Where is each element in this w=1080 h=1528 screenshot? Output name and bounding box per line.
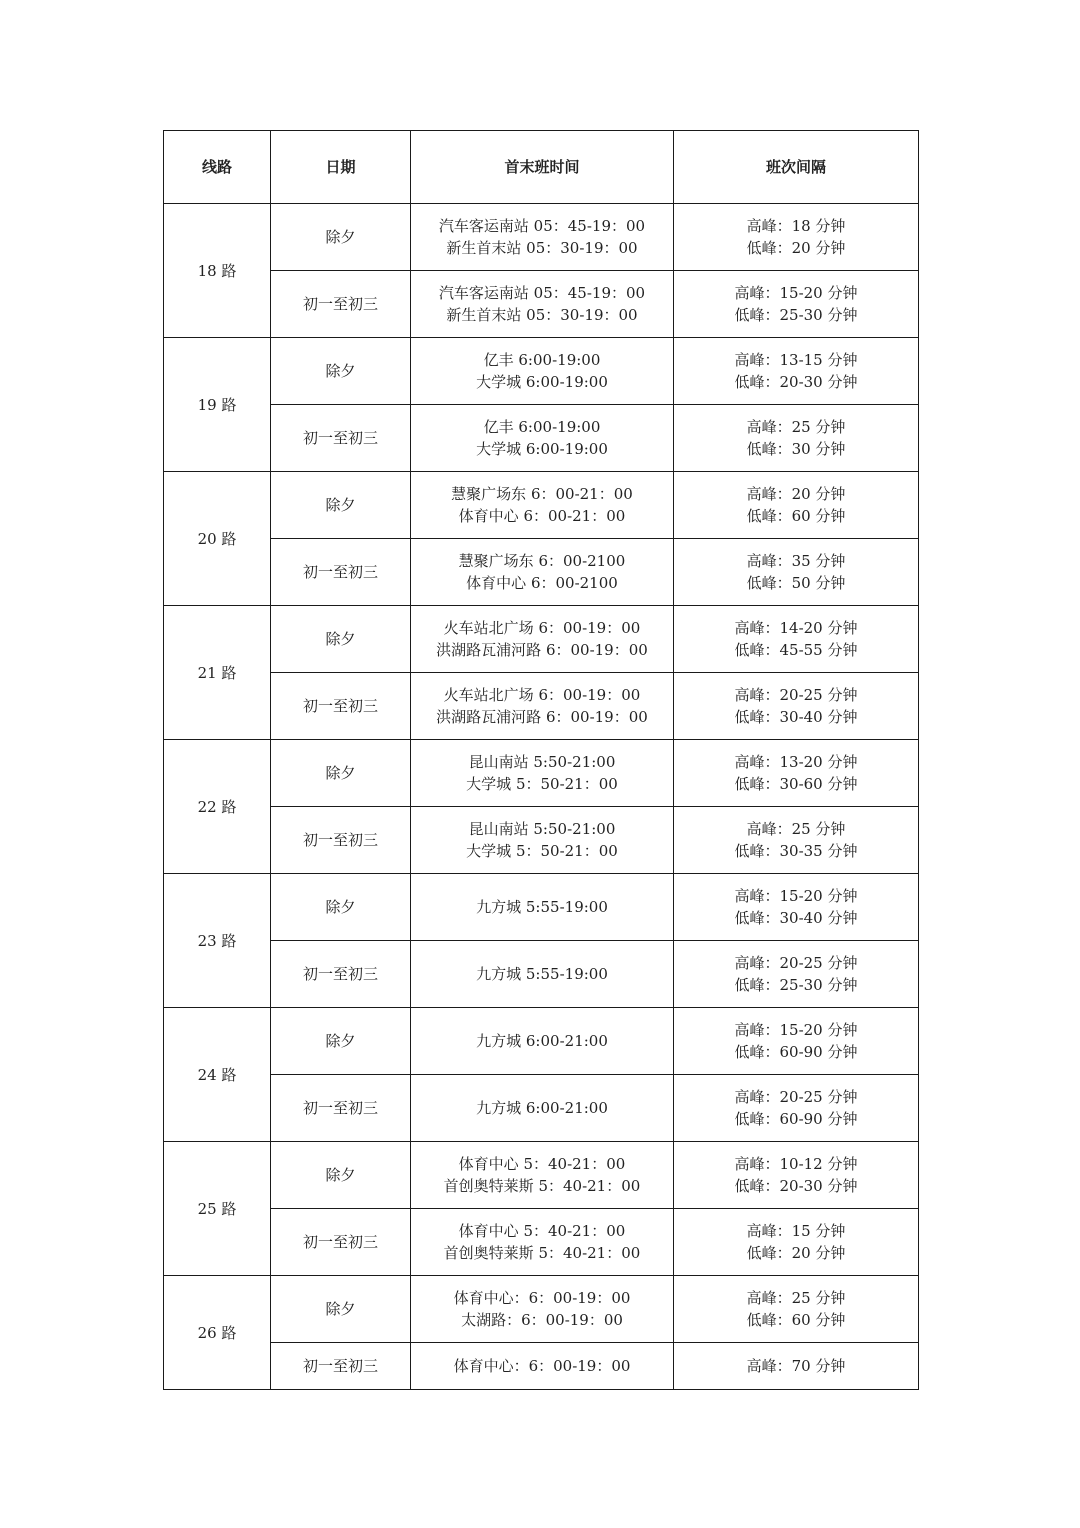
interval-line: 低峰：30 分钟: [746, 440, 846, 458]
time-line: 新生首末站 05：30-19：00: [446, 306, 638, 324]
interval-cell: [674, 1075, 919, 1142]
time-line: 大学城 6:00-19:00: [476, 373, 608, 391]
time-line: 慧聚广场东 6：00-21：00: [451, 485, 633, 503]
interval-line: 低峰：20-30 分钟: [734, 373, 858, 391]
interval-line: 低峰：20 分钟: [746, 239, 846, 257]
table-row: [164, 271, 919, 338]
time-line: 体育中心 6：00-21：00: [458, 507, 626, 525]
first-last-time-cell: [411, 941, 674, 1008]
first-last-time-cell: [411, 874, 674, 941]
table-row: [164, 204, 919, 271]
date-cell: 除夕: [271, 606, 411, 673]
interval-line: 低峰：60 分钟: [746, 507, 846, 525]
interval-line: 高峰：20-25 分钟: [734, 954, 858, 972]
table-row: [164, 874, 919, 941]
first-last-time-cell: [411, 606, 674, 673]
bus-schedule-table: [163, 130, 919, 1390]
interval-cell: [674, 606, 919, 673]
interval-line: 高峰：15-20 分钟: [734, 1021, 858, 1039]
first-last-time-cell: [411, 1008, 674, 1075]
time-line: 体育中心：6：00-19：00: [453, 1289, 631, 1307]
interval-line: 低峰：20-30 分钟: [734, 1177, 858, 1195]
table-row: [164, 606, 919, 673]
time-line: 首创奥特莱斯 5：40-21：00: [443, 1244, 641, 1262]
interval-cell: [674, 673, 919, 740]
interval-line: 低峰：60-90 分钟: [734, 1043, 858, 1061]
time-line: 汽车客运南站 05：45-19：00: [438, 217, 646, 235]
first-last-time-cell: [411, 204, 674, 271]
time-line: 九方城 5:55-19:00: [476, 965, 608, 983]
date-cell: 除夕: [271, 204, 411, 271]
date-cell: 除夕: [271, 1008, 411, 1075]
first-last-time-cell: [411, 1209, 674, 1276]
interval-line: 低峰：60 分钟: [746, 1311, 846, 1329]
date-cell: 除夕: [271, 338, 411, 405]
interval-cell: [674, 271, 919, 338]
first-last-time-cell: [411, 1276, 674, 1343]
time-line: 大学城 6:00-19:00: [476, 440, 608, 458]
interval-line: 高峰：35 分钟: [746, 552, 846, 570]
time-line: 体育中心：6：00-19：00: [453, 1357, 631, 1375]
time-line: 昆山南站 5:50-21:00: [468, 820, 616, 838]
interval-line: 高峰：15 分钟: [746, 1222, 846, 1240]
first-last-time-cell: [411, 271, 674, 338]
date-cell: 除夕: [271, 874, 411, 941]
interval-line: 低峰：30-60 分钟: [734, 775, 858, 793]
first-last-time-cell: [411, 405, 674, 472]
interval-line: 低峰：30-40 分钟: [734, 708, 858, 726]
date-cell: 初一至初三: [271, 1209, 411, 1276]
table-row: [164, 1343, 919, 1390]
route-name-cell: 21 路: [164, 606, 271, 740]
table-row: [164, 405, 919, 472]
table-header: [164, 131, 919, 204]
time-line: 太湖路：6：00-19：00: [461, 1311, 623, 1329]
first-last-time-cell: [411, 1142, 674, 1209]
interval-cell: [674, 740, 919, 807]
interval-line: 高峰：20-25 分钟: [734, 1088, 858, 1106]
interval-line: 高峰：15-20 分钟: [734, 887, 858, 905]
time-line: 体育中心 5：40-21：00: [458, 1155, 626, 1173]
time-line: 亿丰 6:00-19:00: [483, 418, 601, 436]
route-name-cell: 18 路: [164, 204, 271, 338]
interval-cell: [674, 539, 919, 606]
table-row: [164, 740, 919, 807]
route-name-cell: 24 路: [164, 1008, 271, 1142]
route-name-cell: 19 路: [164, 338, 271, 472]
first-last-time-cell: [411, 338, 674, 405]
table-row: [164, 1276, 919, 1343]
interval-line: 高峰：14-20 分钟: [734, 619, 858, 637]
interval-cell: [674, 1209, 919, 1276]
interval-line: 高峰：18 分钟: [746, 217, 846, 235]
table-row: [164, 1075, 919, 1142]
table-body: [164, 204, 919, 1390]
route-name-cell: 25 路: [164, 1142, 271, 1276]
interval-cell: [674, 1343, 919, 1390]
time-line: 慧聚广场东 6：00-2100: [458, 552, 626, 570]
date-cell: 初一至初三: [271, 673, 411, 740]
interval-line: 高峰：10-12 分钟: [734, 1155, 858, 1173]
interval-line: 高峰：15-20 分钟: [734, 284, 858, 302]
first-last-time-cell: [411, 539, 674, 606]
route-name-cell: 22 路: [164, 740, 271, 874]
time-line: 火车站北广场 6：00-19：00: [443, 686, 641, 704]
interval-cell: [674, 405, 919, 472]
interval-line: 高峰：13-15 分钟: [734, 351, 858, 369]
table-row: [164, 338, 919, 405]
time-line: 体育中心 6：00-2100: [466, 574, 618, 592]
interval-line: 低峰：45-55 分钟: [734, 641, 858, 659]
table-row: [164, 1008, 919, 1075]
route-name-cell: 20 路: [164, 472, 271, 606]
interval-line: 低峰：25-30 分钟: [734, 306, 858, 324]
route-name-cell: 23 路: [164, 874, 271, 1008]
interval-cell: [674, 941, 919, 1008]
date-cell: 初一至初三: [271, 941, 411, 1008]
interval-line: 高峰：20-25 分钟: [734, 686, 858, 704]
first-last-time-cell: [411, 1075, 674, 1142]
header-interval: 班次间隔: [674, 131, 919, 204]
time-line: 大学城 5：50-21：00: [466, 842, 618, 860]
header-first-last-time: 首末班时间: [411, 131, 674, 204]
table-row: [164, 673, 919, 740]
time-line: 九方城 6:00-21:00: [476, 1032, 608, 1050]
time-line: 体育中心 5：40-21：00: [458, 1222, 626, 1240]
time-line: 汽车客运南站 05：45-19：00: [438, 284, 646, 302]
time-line: 首创奥特莱斯 5：40-21：00: [443, 1177, 641, 1195]
table-row: [164, 1209, 919, 1276]
route-name-cell: 26 路: [164, 1276, 271, 1390]
interval-cell: [674, 1008, 919, 1075]
interval-line: 高峰：13-20 分钟: [734, 753, 858, 771]
interval-line: 低峰：50 分钟: [746, 574, 846, 592]
header-route: 线路: [164, 131, 271, 204]
interval-line: 高峰：25 分钟: [746, 1289, 846, 1307]
date-cell: 初一至初三: [271, 807, 411, 874]
date-cell: 除夕: [271, 1276, 411, 1343]
interval-line: 低峰：30-40 分钟: [734, 909, 858, 927]
time-line: 昆山南站 5:50-21:00: [468, 753, 616, 771]
interval-line: 高峰：70 分钟: [746, 1357, 846, 1375]
interval-cell: [674, 1142, 919, 1209]
time-line: 九方城 6:00-21:00: [476, 1099, 608, 1117]
date-cell: 初一至初三: [271, 1075, 411, 1142]
date-cell: 初一至初三: [271, 539, 411, 606]
table-row: [164, 807, 919, 874]
date-cell: 初一至初三: [271, 271, 411, 338]
date-cell: 除夕: [271, 1142, 411, 1209]
first-last-time-cell: [411, 1343, 674, 1390]
interval-cell: [674, 1276, 919, 1343]
time-line: 洪湖路瓦浦河路 6：00-19：00: [436, 708, 648, 726]
time-line: 大学城 5：50-21：00: [466, 775, 618, 793]
header-row: [164, 131, 919, 204]
time-line: 亿丰 6:00-19:00: [483, 351, 601, 369]
first-last-time-cell: [411, 740, 674, 807]
time-line: 洪湖路瓦浦河路 6：00-19：00: [436, 641, 648, 659]
interval-cell: [674, 338, 919, 405]
header-date: 日期: [271, 131, 411, 204]
table-row: [164, 1142, 919, 1209]
first-last-time-cell: [411, 673, 674, 740]
interval-line: 高峰：25 分钟: [746, 820, 846, 838]
interval-line: 低峰：30-35 分钟: [734, 842, 858, 860]
date-cell: 除夕: [271, 472, 411, 539]
interval-line: 低峰：20 分钟: [746, 1244, 846, 1262]
date-cell: 初一至初三: [271, 1343, 411, 1390]
time-line: 新生首末站 05：30-19：00: [446, 239, 638, 257]
interval-cell: [674, 874, 919, 941]
time-line: 火车站北广场 6：00-19：00: [443, 619, 641, 637]
interval-line: 高峰：25 分钟: [746, 418, 846, 436]
interval-cell: [674, 204, 919, 271]
interval-cell: [674, 807, 919, 874]
first-last-time-cell: [411, 472, 674, 539]
table-row: [164, 941, 919, 1008]
table-row: [164, 472, 919, 539]
date-cell: 除夕: [271, 740, 411, 807]
time-line: 九方城 5:55-19:00: [476, 898, 608, 916]
date-cell: 初一至初三: [271, 405, 411, 472]
interval-line: 低峰：60-90 分钟: [734, 1110, 858, 1128]
table-row: [164, 539, 919, 606]
interval-line: 低峰：25-30 分钟: [734, 976, 858, 994]
first-last-time-cell: [411, 807, 674, 874]
interval-cell: [674, 472, 919, 539]
interval-line: 高峰：20 分钟: [746, 485, 846, 503]
